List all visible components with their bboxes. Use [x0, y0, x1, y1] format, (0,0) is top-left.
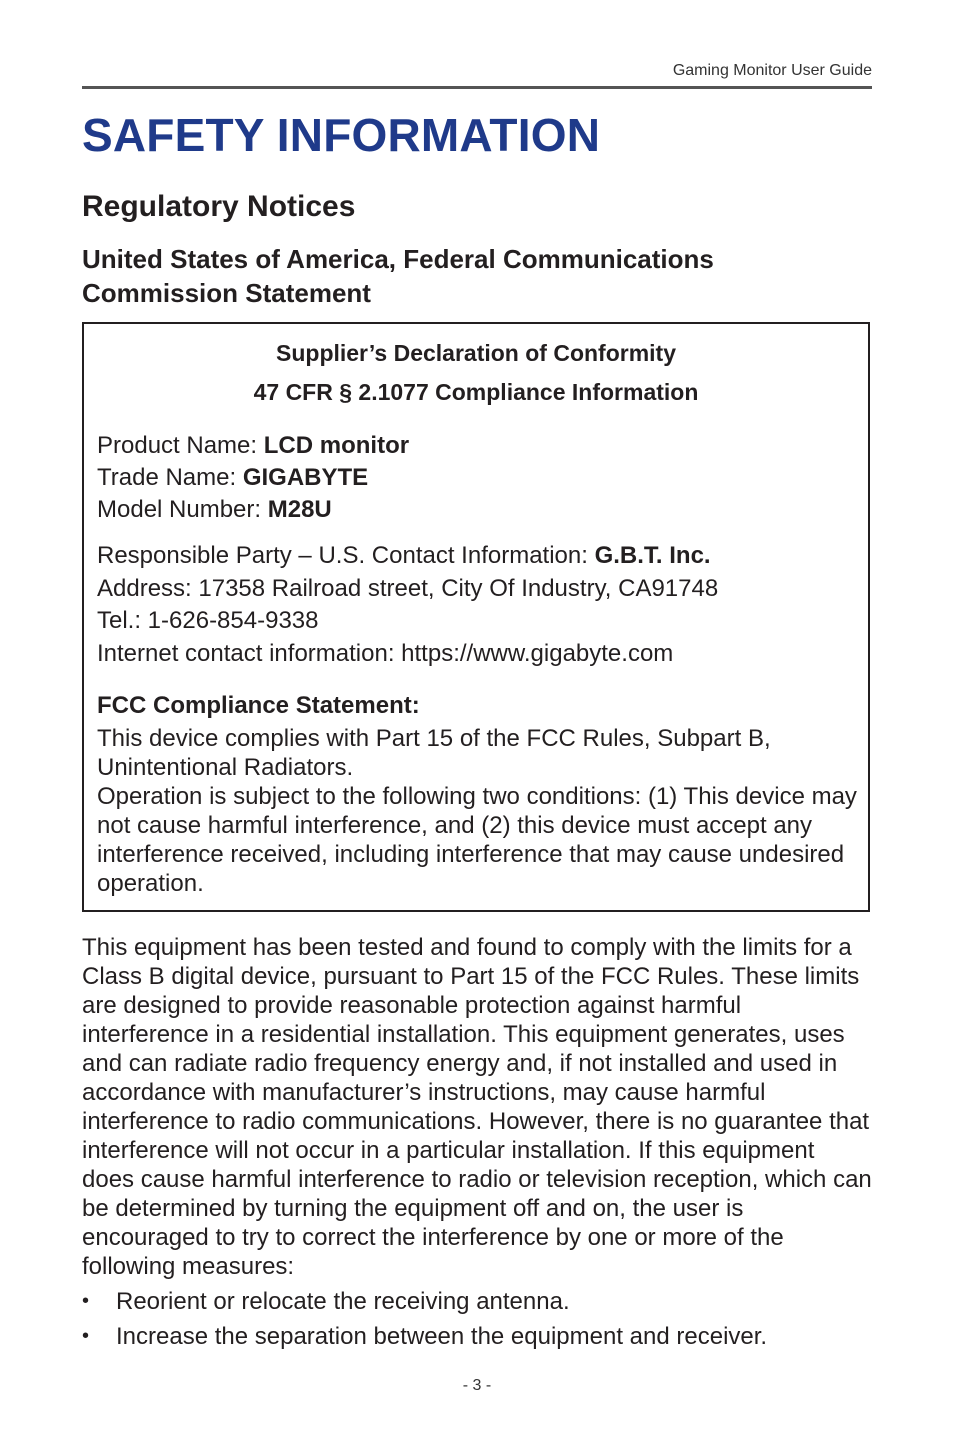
responsible-party-label: Responsible Party – U.S. Contact Information: [97, 542, 588, 569]
fcc-text-2: Operation is subject to the following two conditions: (1) This device may not cause harmful interference, and (2) this device must accept any interference received, including interference that may cause undesired operation. [97, 783, 857, 897]
sdoc-box [82, 322, 870, 912]
body-paragraph: This equipment has been tested and found to comply with the limits for a Class B digital device, pursuant to Part 15 of the FCC Rules. These limits are designed to provide reasonable protection against harmful interference in a residential installation. This equipment generates, uses and can radiate radio frequency energy and, if not installed and used in accordance with manufacturer’s instructions, may cause harmful interference to radio communications. However, there is no guarantee that interference will not occur in a particular installation. If this equipment does cause harmful interference to radio or television reception, which can be determined by turning the equipment off and on, the user is encouraged to try to correct the interference by one or more of the following measures: [82, 934, 872, 1280]
header-divider [82, 86, 872, 89]
model-number-value: M28U [267, 496, 332, 523]
list-item-text: Reorient or relocate the receiving antenna. [116, 1288, 570, 1315]
product-name-value: LCD monitor [263, 432, 410, 459]
measures-list [82, 1287, 872, 1357]
responsible-party-line [97, 540, 857, 572]
address-line: Address: 17358 Railroad street, City Of Industry, CA91748 [97, 575, 719, 602]
fcc-text-1: This device complies with Part 15 of the FCC Rules, Subpart B, Unintentional Radiators. [97, 725, 771, 781]
list-item-text: Increase the separation between the equipment and receiver. [116, 1323, 768, 1350]
sdoc-heading: Supplier’s Declaration of Conformity [276, 340, 676, 366]
compliance-heading: 47 CFR § 2.1077 Compliance Information [253, 379, 699, 405]
trade-name-line [97, 462, 857, 494]
bullet-icon: • [82, 1325, 90, 1347]
product-name-label: Product Name: [97, 432, 258, 459]
section-title: Regulatory Notices [82, 190, 356, 223]
model-number-label: Model Number: [97, 496, 262, 523]
bullet-icon: • [82, 1290, 90, 1312]
trade-name-label: Trade Name: [97, 464, 237, 491]
internet-line: Internet contact information: https://www.gigabyte.com [97, 640, 674, 667]
running-header: Gaming Monitor User Guide [672, 62, 872, 79]
responsible-party-value: G.B.T. Inc. [594, 542, 711, 569]
trade-name-value: GIGABYTE [242, 464, 369, 491]
list-item [82, 1322, 872, 1351]
page-number: - 3 - [462, 1377, 492, 1394]
subsection-title: United States of America, Federal Communications Commission Statement [82, 244, 714, 308]
list-item [82, 1287, 872, 1316]
product-name-line [97, 430, 857, 462]
fcc-heading: FCC Compliance Statement: [97, 692, 420, 719]
tel-line: Tel.: 1-626-854-9338 [97, 607, 319, 634]
page-title: SAFETY INFORMATION [82, 109, 601, 161]
model-number-line [97, 494, 857, 526]
